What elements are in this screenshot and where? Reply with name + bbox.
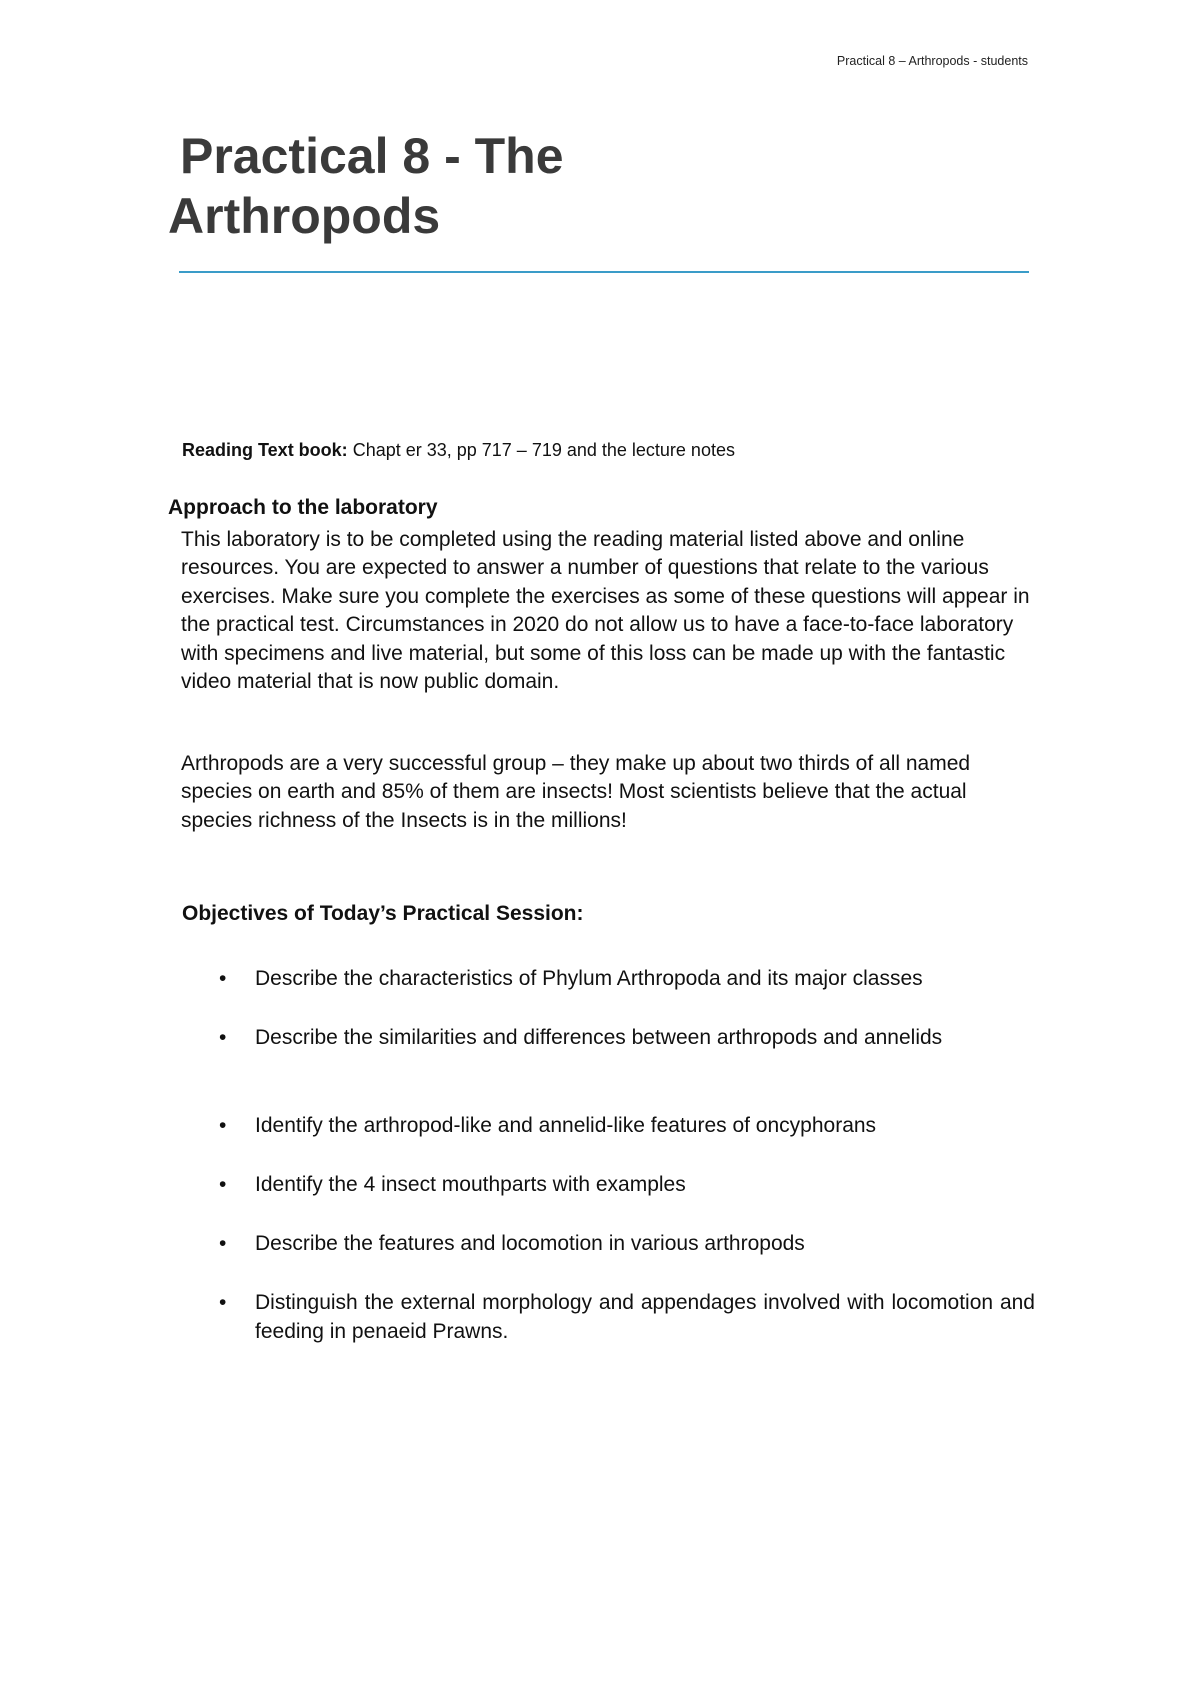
bullet-icon: • bbox=[219, 967, 227, 990]
page-title-line-1: Practical 8 - The bbox=[180, 128, 564, 184]
bullet-icon: • bbox=[219, 1232, 227, 1255]
objective-text: Describe the similarities and differences between arthropods and annelids bbox=[255, 1026, 943, 1049]
objective-text: Identify the arthropod-like and annelid-like features of oncyphorans bbox=[255, 1114, 877, 1137]
objective-text: Describe the features and locomotion in various arthropods bbox=[255, 1232, 805, 1255]
objectives-heading: Objectives of Today’s Practical Session: bbox=[182, 902, 584, 925]
reading-reference bbox=[182, 438, 735, 462]
reading-text: Chapt er 33, pp 717 – 719 and the lecture notes bbox=[347, 440, 735, 460]
approach-paragraph-2: Arthropods are a very successful group – they make up about two thirds of all named species on earth and 85% of them are insects! Most scientists believe that the actual species richness of the Insects is in the millions! bbox=[181, 752, 971, 832]
title-divider bbox=[179, 271, 1029, 273]
objective-text: Distinguish the external morphology and appendages involved with locomotion and feeding in penaeid Prawns. bbox=[255, 1291, 1035, 1343]
bullet-icon: • bbox=[219, 1291, 227, 1314]
bullet-icon: • bbox=[219, 1026, 227, 1049]
objective-text: Describe the characteristics of Phylum Arthropoda and its major classes bbox=[255, 967, 923, 990]
approach-heading: Approach to the laboratory bbox=[168, 496, 438, 519]
page-title-line-2: Arthropods bbox=[168, 188, 441, 244]
running-header: Practical 8 – Arthropods - students bbox=[836, 54, 1028, 68]
approach-paragraph-1: This laboratory is to be completed using the reading material listed above and online resources. You are expected to answer a number of questions that relate to the various exercises. Make sure you complete the exercises as some of these questions will appear in the practical test. Circumstances in 2020 do not allow us to have a face-to-face laboratory with specimens and live material, but some of this loss can be made up with the fantastic video material that is now public domain. bbox=[181, 528, 1030, 694]
reading-label: Reading Text book: bbox=[182, 440, 348, 460]
objective-text: Identify the 4 insect mouthparts with examples bbox=[255, 1173, 686, 1196]
page-title bbox=[168, 126, 564, 246]
bullet-icon: • bbox=[219, 1114, 227, 1137]
bullet-icon: • bbox=[219, 1173, 227, 1196]
